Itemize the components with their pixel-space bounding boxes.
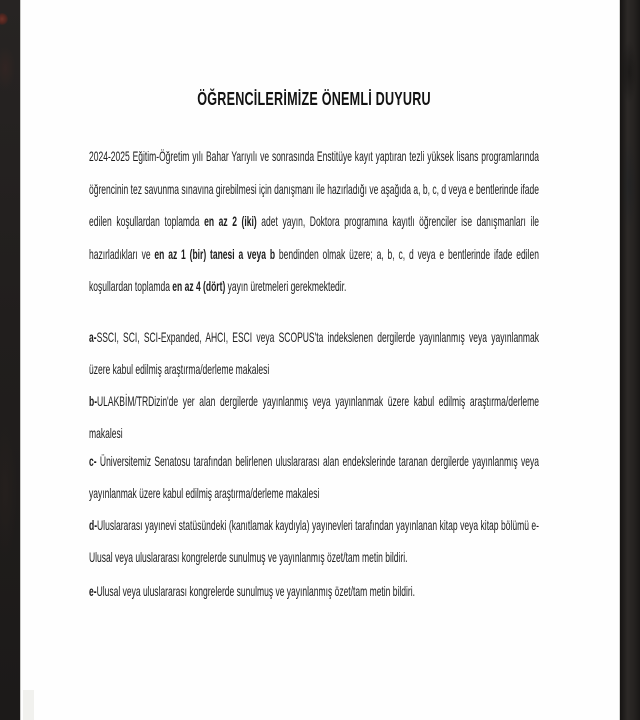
text-run: ULAKBİM/TRDizin'de yer alan dergilerde yayınlanmış veya yayınlanmak üzere kabul edilmiş araştırma/derleme makalesi [89,392,539,441]
text-run: SSCI, SCI, SCI-Expanded, AHCI, ESCI veya SCOPUS'ta indekslenen dergilerde yayınlanmış veya yayınlanmak üzere kabul edilmiş araştırma/derleme makalesi [89,328,539,377]
bold-run: a- [89,328,97,345]
intro-paragraph [89,140,539,303]
backdrop-left [0,0,20,720]
text-run: adet yayın, Doktora programına kayıtlı öğrenciler ise danışmanları ile hazırladıkları ve [89,213,539,262]
item-e [89,575,539,607]
corner-smudge [23,690,34,720]
backdrop-smudge [0,46,16,90]
bold-run: en az 1 (bir) tanesi a veya b [154,245,276,262]
bold-run: e- [89,582,97,599]
document-body [89,140,539,607]
page-title: ÖĞRENCİLERİMİZE ÖNEMLİ DUYURU [197,89,431,109]
backdrop-right [620,0,640,720]
item-d [89,509,539,573]
bold-run: d- [89,516,98,533]
document-page [20,0,620,720]
text-run: Ulusal veya uluslararası kongrelerde sunulmuş ve yayınlanmış özet/tam metin bildiri. [96,582,416,599]
text-run: yayın üretmeleri gerekmektedir. [225,278,347,294]
backdrop-smudge [621,140,637,230]
bold-run: en az 4 (dört) [172,278,226,294]
red-glow-dot [0,13,8,25]
text-run: bendinden olmak üzere; a, b, c, d veya e bentlerinde ifade edilen koşullardan toplamda [89,245,539,294]
backdrop-smudge [621,40,637,104]
text-run: 2024-2025 Eğitim-Öğretim yılı Bahar Yarıyılı ve sonrasında Enstitüye kayıt yaptıran tezli yüksek lisans programlarında öğrencinin tez savunma sınavına girebilmesi için danışmanı ile hazırladığı ve aşağıda a, b, c, d veya e bentlerinde ifade edilen koşullardan toplamda [89,148,539,229]
bold-run: en az 2 (iki) [204,213,257,229]
text-run: Üniversitemiz Senatosu tarafından belirlenen uluslararası alan endekslerinde taranan dergilerde yayınlanmış veya yayınlanmak üzere kabul edilmiş araştırma/derleme makalesi [89,452,539,501]
item-c [89,445,539,509]
text-run: Uluslararası yayınevi statüsündeki (kanıtlamak kaydıyla) yayınevleri tarafından yayınlanan kitap veya kitap bölümü e- Ulusal veya uluslararası kongrelerde sunulmuş ve yayınlanmış özet/tam metin bildiri. [89,516,539,565]
bold-run: b- [89,392,98,409]
bold-run: c- [89,452,97,469]
item-b [89,385,539,449]
backdrop-smudge [0,420,17,560]
item-a [89,321,539,385]
